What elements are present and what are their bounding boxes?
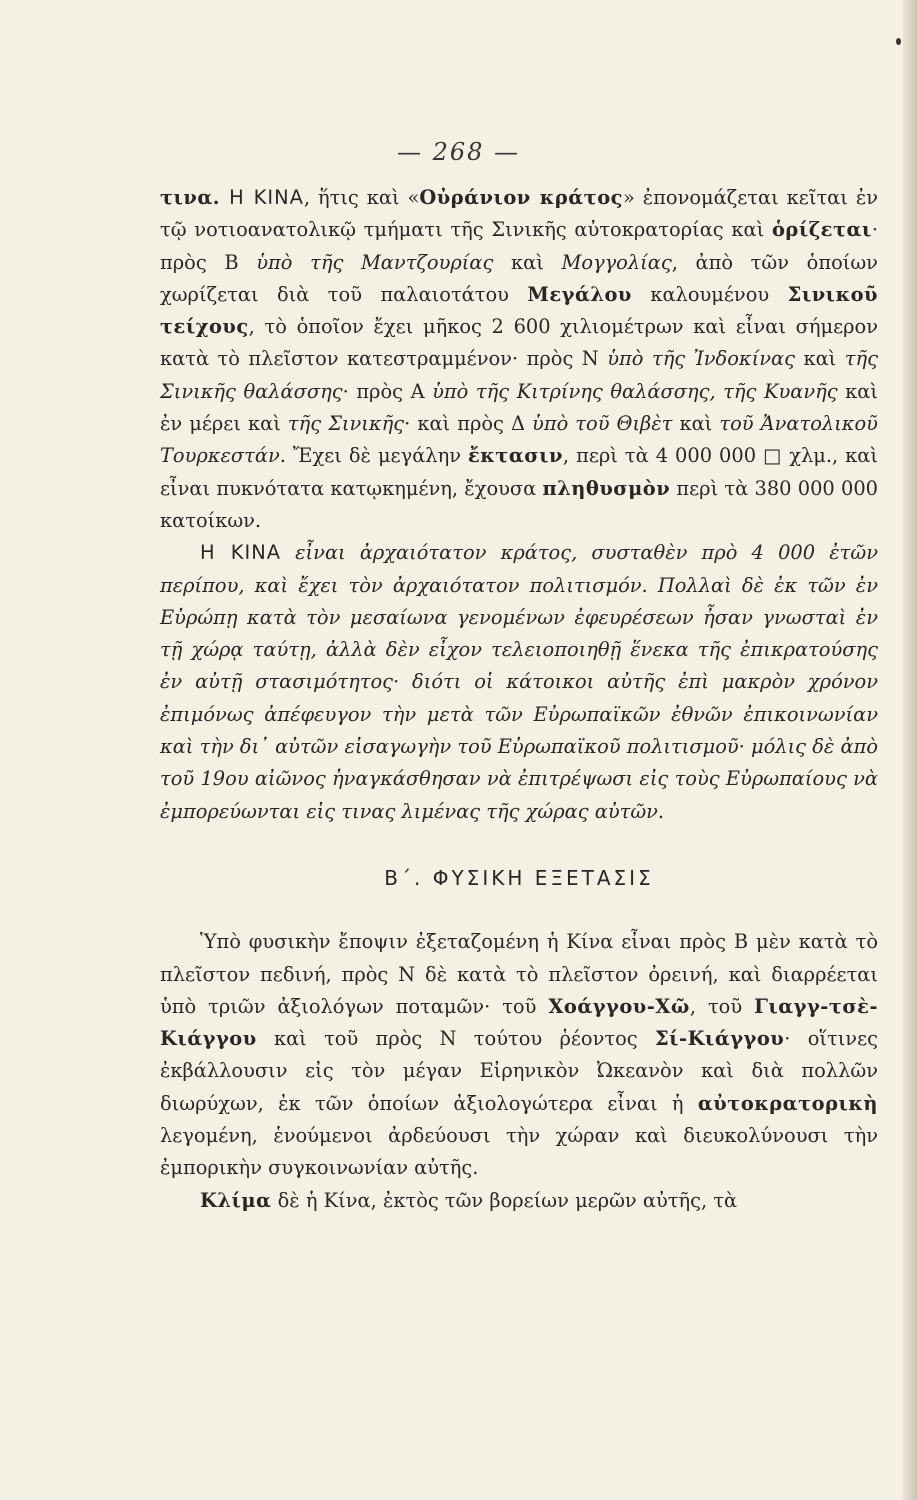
paragraph-china-borders [160, 182, 878, 537]
page-edge-shadow [903, 0, 917, 1500]
text-run: περὶ τὰ 380 000 000 κατοίκων. [160, 476, 878, 532]
text-run: λεγομένη, ἑνούμενοι ἀρδεύουσι τὴν χώραν καὶ διευκολύνουσι τὴν ἐμπορικὴν συγκοινωνίαν αὐτῆς. [160, 1124, 878, 1180]
text-run: » ἐπονομάζεται κεῖται ἐν τῷ νοτιοανατολικῷ τμήματι τῆς Σινικῆς αὐτοκρατορίας καὶ [160, 186, 879, 242]
text-run: Μογγολίας [561, 250, 672, 274]
text-run: , τοῦ [689, 994, 755, 1018]
text-run: ἔκτασιν [467, 444, 563, 468]
text-run: τῆς Σινικῆς [287, 412, 405, 436]
text-run: καλουμένου [631, 282, 788, 306]
text-run: Σί-Κιάγγου [654, 1027, 785, 1051]
text-run: Γιαγγ-τσὲ-Κιάγγου [160, 994, 878, 1051]
text-run: καὶ [794, 347, 845, 371]
text-run: καὶ [672, 412, 720, 436]
text-run: Οὐράνιον κράτος [419, 186, 623, 209]
text-run: εἶναι ἀρχαιότατον κράτος, συσταθὲν πρὸ 4 000 ἐτῶν περίπου, καὶ ἔχει τὸν ἀρχαιότατον πολιτισμόν. Πολλαὶ δὲ ἐκ τῶν ἐν Εὐρώπῃ κατὰ τὸν μεσαίωνα γενομένων ἐφευρέσεων ἦσαν γνωσταὶ ἐν τῇ χώρᾳ ταύτῃ, ἀλλὰ δὲν εἶχον τελειοποιηθῇ ἕνεκα τῆς ἐπικρατούσης ἐν αὐτῇ στασιμότητος· διότι οἱ κάτοικοι αὐτῆς ἐπὶ μακρὸν χρόνον ἐπιμόνως ἀπέφευγον τὴν μετὰ τῶν Εὐρωπαϊκῶν ἐθνῶν ἐπικοινωνίαν καὶ τὴν δι᾿ αὐτῶν εἰσαγωγὴν τοῦ Εὐρωπαϊκοῦ πολιτισμοῦ· μόλις δὲ ἀπὸ τοῦ 19ου αἰῶνος ἠναγκάσθησαν νὰ ἐπιτρέψωσι εἰς τοὺς Εὐρωπαίους νὰ ἐμπορεύωνται εἰς τινας λιμένας τῆς χώρας αὐτῶν. [160, 541, 878, 823]
text-run: αὐτοκρατορικὴ [697, 1091, 878, 1115]
text-run: τοῦ Ἀνατολικοῦ Τουρκεστάν [160, 412, 878, 468]
text-run: . Ἔχει δὲ μεγάλην [279, 444, 468, 468]
text-run: Κλίμα [200, 1188, 272, 1212]
text-run: ὑπὸ τοῦ Θιβὲτ [532, 412, 673, 436]
text-run: · πρὸς Α [342, 379, 433, 403]
section-title: Β΄. ΦΥΣΙΚΗ ΕΞΕΤΑΣΙΣ [384, 865, 654, 890]
text-run: Χοάγγου-Χῶ [548, 994, 690, 1018]
text-run: πληθυσμὸν [542, 476, 671, 500]
text-run: , ἀπὸ τῶν ὁποίων χωρίζεται διὰ τοῦ παλαιοτάτου [160, 250, 878, 306]
text-run: καὶ ἐν μέρει καὶ [160, 379, 878, 436]
text-run: καὶ τοῦ πρὸς Ν τούτου ῥέοντος [256, 1027, 655, 1051]
text-run: · οἵτινες ἐκβάλλουσιν εἰς τὸν μέγαν Εἰρηνικὸν Ὠκεανὸν καὶ διὰ πολλῶν διωρύχων, ἐκ τῶν ὁποίων ἀξιολογώτερα εἶναι ἡ [160, 1027, 878, 1115]
text-run: · καὶ πρὸς Δ [404, 412, 533, 436]
page-body [160, 182, 878, 1217]
text-run: · πρὸς Β [160, 218, 878, 274]
page-number: — 268 — [396, 138, 521, 166]
text-run: , ἥτις καὶ « [303, 186, 420, 209]
ink-spot [896, 38, 901, 45]
text-run: Μεγάλου [527, 282, 632, 306]
text-run: ὑπὸ τῆς Κιτρίνης θαλάσσης, τῆς Κυανῆς [432, 379, 838, 403]
text-run: ὑπὸ τῆς Ἰνδοκίνας [607, 347, 795, 371]
text-run: τῆς Σινικῆς θαλάσσης [160, 347, 878, 403]
text-run: Η ΚΙΝΑ [200, 541, 281, 565]
text-run: , τὸ ὁποῖον ἔχει μῆκος 2 600 χιλιομέτρων καὶ εἶναι σήμερον κατὰ τὸ πλεῖστον κατεστραμμένον· πρὸς Ν [160, 315, 878, 371]
paragraph-china-history [160, 537, 878, 828]
text-run: , περὶ τὰ 4 000 000 □ χλμ., καὶ εἶναι πυκνότατα κατῳκημένη, ἔχουσα [160, 444, 878, 500]
text-run: ὁρίζεται [771, 218, 872, 242]
text-run: δὲ ἡ Κίνα, ἐκτὸς τῶν βορείων μερῶν αὐτῆς, τὰ [271, 1188, 738, 1212]
text-run: Σινικοῦ τείχους [160, 282, 878, 339]
paragraph-climate [160, 1185, 878, 1217]
paragraph-physical-geography [160, 926, 878, 1184]
text-run: ὑπὸ τῆς Μαντζουρίας [256, 250, 494, 274]
text-run: Η ΚΙΝΑ [229, 186, 304, 209]
text-run: Ὑπὸ φυσικὴν ἔποψιν ἐξεταζομένη ἡ Κίνα εἶναι πρὸς Β μὲν κατὰ τὸ πλεῖστον πεδινή, πρὸς Ν δὲ κατὰ τὸ πλεῖστον ὀρεινή, καὶ διαρρέεται ὑπὸ τριῶν ἀξιολόγων ποταμῶν· τοῦ [160, 930, 878, 1018]
text-run: καὶ [493, 250, 562, 274]
text-run: τινα. [160, 186, 230, 209]
